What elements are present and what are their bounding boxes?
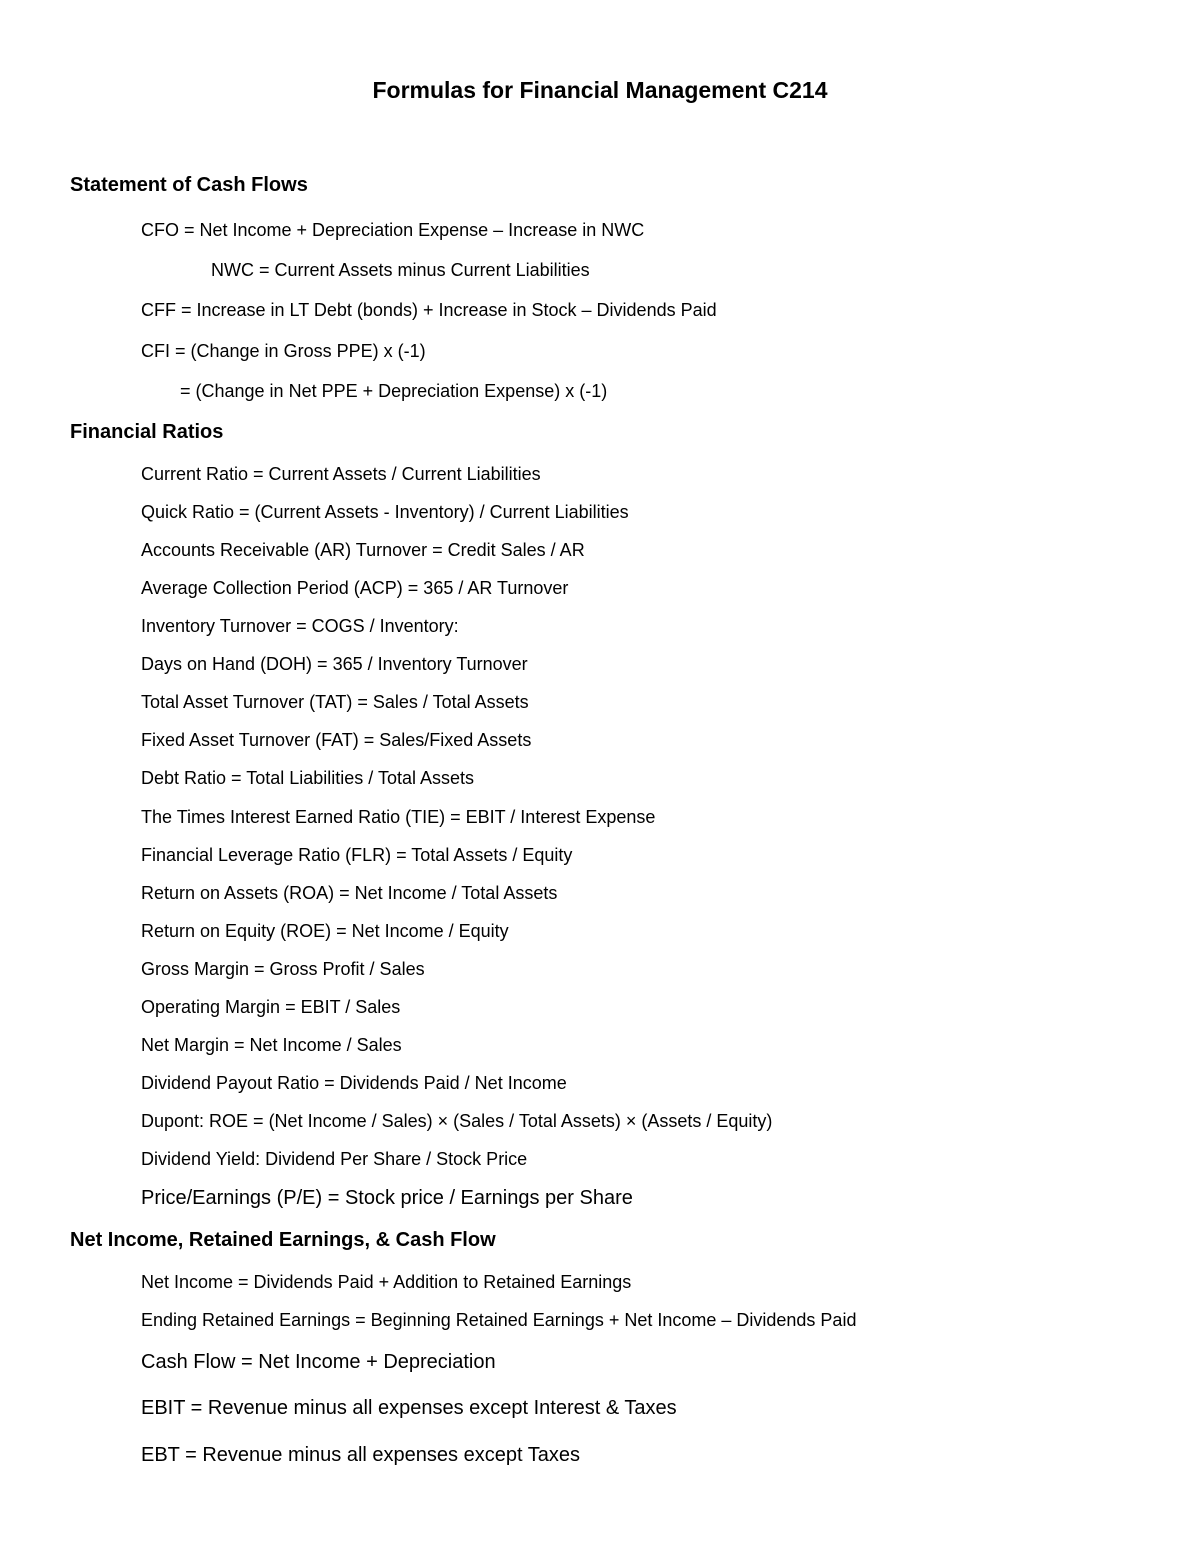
section-heading-cash-flows: Statement of Cash Flows	[70, 174, 308, 196]
formula-operating-margin: Operating Margin = EBIT / Sales	[141, 997, 401, 1017]
formula-ebit: EBIT = Revenue minus all expenses except Interest & Taxes	[141, 1397, 677, 1419]
formula-quick-ratio: Quick Ratio = (Current Assets - Inventory) / Current Liabilities	[141, 502, 629, 522]
formula-tie: The Times Interest Earned Ratio (TIE) = EBIT / Interest Expense	[141, 807, 656, 827]
document-title: Formulas for Financial Management C214	[372, 77, 828, 103]
formula-flr: Financial Leverage Ratio (FLR) = Total Assets / Equity	[141, 845, 573, 865]
formula-roa: Return on Assets (ROA) = Net Income / Total Assets	[141, 883, 558, 903]
formula-fat: Fixed Asset Turnover (FAT) = Sales/Fixed Assets	[141, 730, 532, 750]
formula-cfi: CFI = (Change in Gross PPE) x (-1)	[141, 341, 426, 361]
formula-dupont: Dupont: ROE = (Net Income / Sales) × (Sales / Total Assets) × (Assets / Equity)	[141, 1111, 773, 1131]
formula-cff: CFF = Increase in LT Debt (bonds) + Increase in Stock – Dividends Paid	[141, 300, 717, 320]
formula-gross-margin: Gross Margin = Gross Profit / Sales	[141, 959, 425, 979]
formula-current-ratio: Current Ratio = Current Assets / Current Liabilities	[141, 464, 541, 484]
formula-pe: Price/Earnings (P/E) = Stock price / Earnings per Share	[141, 1187, 633, 1209]
formula-dividend-yield: Dividend Yield: Dividend Per Share / Stock Price	[141, 1149, 528, 1169]
formula-net-margin: Net Margin = Net Income / Sales	[141, 1035, 402, 1055]
formula-dividend-payout: Dividend Payout Ratio = Dividends Paid / Net Income	[141, 1073, 567, 1093]
formula-retained-earnings: Ending Retained Earnings = Beginning Retained Earnings + Net Income – Dividends Paid	[141, 1310, 857, 1330]
section-heading-net-income: Net Income, Retained Earnings, & Cash Flow	[70, 1229, 496, 1251]
formula-ebt: EBT = Revenue minus all expenses except Taxes	[141, 1444, 580, 1466]
formula-cfo: CFO = Net Income + Depreciation Expense – Increase in NWC	[141, 220, 645, 240]
formula-doh: Days on Hand (DOH) = 365 / Inventory Turnover	[141, 654, 528, 674]
formula-inventory-turnover: Inventory Turnover = COGS / Inventory:	[141, 616, 459, 636]
formula-cfi-alt: = (Change in Net PPE + Depreciation Expense) x (-1)	[180, 381, 608, 401]
formula-tat: Total Asset Turnover (TAT) = Sales / Total Assets	[141, 692, 529, 712]
formula-cash-flow: Cash Flow = Net Income + Depreciation	[141, 1351, 496, 1373]
formula-roe: Return on Equity (ROE) = Net Income / Equity	[141, 921, 509, 941]
formula-ar-turnover: Accounts Receivable (AR) Turnover = Credit Sales / AR	[141, 540, 585, 560]
formula-net-income: Net Income = Dividends Paid + Addition to Retained Earnings	[141, 1272, 632, 1292]
section-heading-financial-ratios: Financial Ratios	[70, 421, 224, 443]
formula-debt-ratio: Debt Ratio = Total Liabilities / Total Assets	[141, 768, 475, 788]
formula-acp: Average Collection Period (ACP) = 365 / AR Turnover	[141, 578, 569, 598]
formula-nwc: NWC = Current Assets minus Current Liabilities	[211, 260, 590, 280]
